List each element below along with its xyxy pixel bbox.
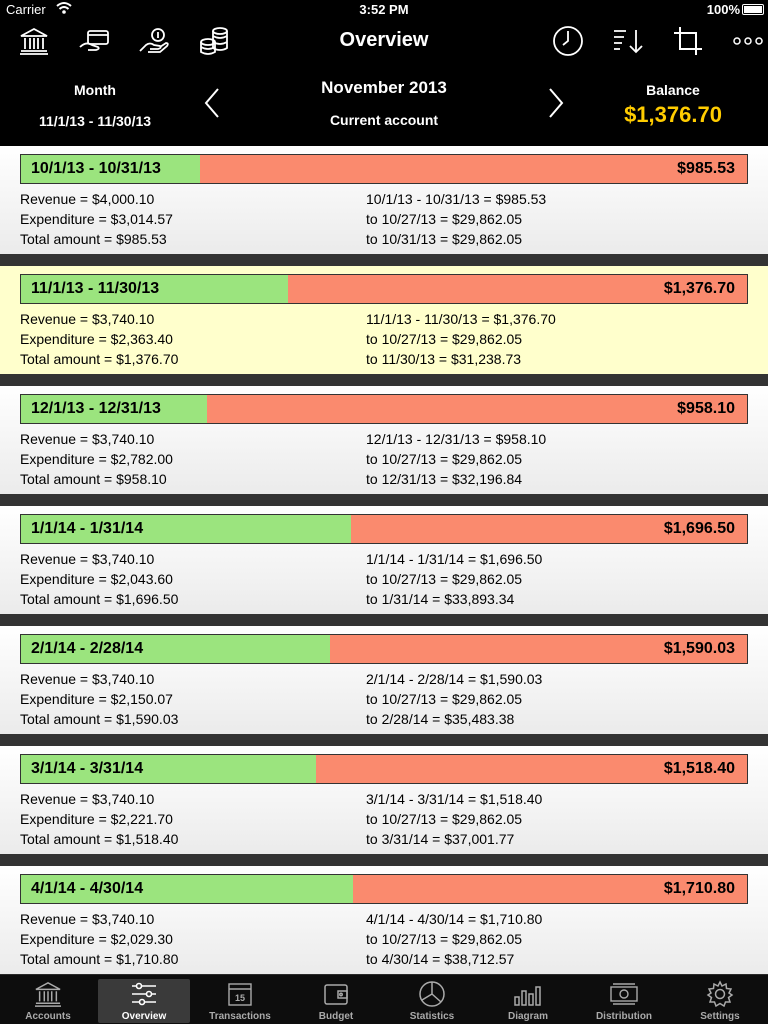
revenue-expenditure-bar bbox=[20, 754, 748, 784]
period-total-amount: $1,696.50 bbox=[663, 520, 735, 537]
expenditure-line: Expenditure = $2,150.07 bbox=[20, 691, 173, 707]
revenue-expenditure-bar bbox=[20, 634, 748, 664]
crop-icon[interactable] bbox=[670, 24, 706, 58]
bank-icon bbox=[2, 979, 94, 1009]
period-range-label: 3/1/14 - 3/31/14 bbox=[31, 760, 144, 777]
period-range: 11/1/13 - 11/30/13 bbox=[38, 113, 152, 129]
tab-label: Distribution bbox=[595, 1011, 653, 1022]
expenditure-line: Expenditure = $2,363.40 bbox=[20, 331, 173, 347]
tab-settings[interactable] bbox=[674, 979, 766, 1023]
balance-value: $1,376.70 bbox=[624, 102, 722, 127]
period-total-amount: $1,590.03 bbox=[663, 640, 735, 657]
tab-statistics[interactable] bbox=[386, 979, 478, 1023]
period-cumulative bbox=[366, 309, 556, 369]
next-period-chevron-icon[interactable] bbox=[542, 86, 570, 120]
clock-time: 3:52 PM bbox=[359, 2, 409, 17]
start-balance-line: to 10/27/13 = $29,862.05 bbox=[366, 691, 523, 707]
period-list[interactable] bbox=[0, 146, 768, 974]
end-balance-line: to 12/31/13 = $32,196.84 bbox=[366, 471, 523, 487]
period-type-label[interactable]: Month bbox=[74, 82, 116, 98]
expenditure-line: Expenditure = $3,014.57 bbox=[20, 211, 173, 227]
end-balance-line: to 11/30/13 = $31,238.73 bbox=[366, 351, 522, 367]
period-cumulative bbox=[366, 669, 542, 729]
total-line: Total amount = $1,696.50 bbox=[20, 591, 179, 607]
card-payment-icon[interactable] bbox=[76, 24, 112, 58]
calendar-icon bbox=[194, 979, 286, 1009]
revenue-line: Revenue = $3,740.10 bbox=[20, 431, 155, 447]
period-balance-line: 11/1/13 - 11/30/13 = $1,376.70 bbox=[366, 311, 556, 327]
period-title: November 2013 bbox=[321, 78, 447, 97]
end-balance-line: to 2/28/14 = $35,483.38 bbox=[366, 711, 515, 727]
period-total-amount: $1,710.80 bbox=[663, 880, 735, 897]
period-summary bbox=[20, 909, 178, 969]
total-line: Total amount = $985.53 bbox=[20, 231, 167, 247]
expenditure-line: Expenditure = $2,782.00 bbox=[20, 451, 173, 467]
expenditure-line: Expenditure = $2,043.60 bbox=[20, 571, 173, 587]
period-row[interactable] bbox=[0, 746, 768, 854]
tab-label: Settings bbox=[700, 1011, 740, 1022]
end-balance-line: to 1/31/14 = $33,893.34 bbox=[366, 591, 515, 607]
carrier-label: Carrier bbox=[6, 2, 46, 17]
revenue-line: Revenue = $3,740.10 bbox=[20, 911, 155, 927]
revenue-line: Revenue = $3,740.10 bbox=[20, 671, 155, 687]
tab-label: Statistics bbox=[409, 1011, 455, 1022]
battery-icon bbox=[742, 4, 764, 15]
svg-text:15: 15 bbox=[234, 993, 246, 1003]
period-range-label: 10/1/13 - 10/31/13 bbox=[31, 160, 161, 177]
gear-icon bbox=[674, 979, 766, 1009]
period-row[interactable] bbox=[0, 506, 768, 614]
period-summary bbox=[20, 309, 178, 369]
bank-icon[interactable] bbox=[16, 24, 52, 58]
start-balance-line: to 10/27/13 = $29,862.05 bbox=[366, 331, 523, 347]
tab-diagram[interactable] bbox=[482, 979, 574, 1023]
revenue-expenditure-bar bbox=[20, 154, 748, 184]
period-balance-line: 3/1/14 - 3/31/14 = $1,518.40 bbox=[366, 791, 543, 807]
end-balance-line: to 10/31/13 = $29,862.05 bbox=[366, 231, 523, 247]
period-summary bbox=[20, 549, 178, 609]
top-toolbar bbox=[0, 20, 768, 64]
wallet-icon bbox=[290, 979, 382, 1009]
period-cumulative bbox=[366, 189, 546, 249]
screen-title: Overview bbox=[339, 29, 429, 51]
start-balance-line: to 10/27/13 = $29,862.05 bbox=[366, 571, 523, 587]
period-cumulative bbox=[366, 429, 546, 489]
period-cumulative bbox=[366, 549, 542, 609]
end-balance-line: to 3/31/14 = $37,001.77 bbox=[366, 831, 515, 847]
total-line: Total amount = $958.10 bbox=[20, 471, 167, 487]
start-balance-line: to 10/27/13 = $29,862.05 bbox=[366, 451, 523, 467]
period-range-label: 11/1/13 - 11/30/13 bbox=[31, 280, 160, 297]
expenditure-line: Expenditure = $2,221.70 bbox=[20, 811, 173, 827]
period-row[interactable] bbox=[0, 626, 768, 734]
period-total-amount: $1,376.70 bbox=[663, 280, 735, 297]
period-total-amount: $958.10 bbox=[677, 400, 735, 417]
revenue-line: Revenue = $3,740.10 bbox=[20, 551, 155, 567]
pie-chart-icon bbox=[386, 979, 478, 1009]
period-balance-line: 1/1/14 - 1/31/14 = $1,696.50 bbox=[366, 551, 543, 567]
tab-distribution[interactable] bbox=[578, 979, 670, 1023]
start-balance-line: to 10/27/13 = $29,862.05 bbox=[366, 931, 523, 947]
tab-label: Overview bbox=[121, 1011, 167, 1022]
revenue-line: Revenue = $4,000.10 bbox=[20, 191, 155, 207]
coin-stack-icon[interactable] bbox=[196, 24, 232, 58]
account-name[interactable]: Current account bbox=[329, 112, 439, 128]
tab-label: Diagram bbox=[507, 1011, 548, 1022]
period-row[interactable] bbox=[0, 266, 768, 374]
sliders-icon bbox=[98, 979, 190, 1009]
revenue-expenditure-bar bbox=[20, 874, 748, 904]
total-line: Total amount = $1,710.80 bbox=[20, 951, 179, 967]
balance-label: Balance bbox=[646, 82, 700, 98]
period-summary bbox=[20, 669, 178, 729]
status-bar bbox=[0, 0, 768, 20]
revenue-expenditure-bar bbox=[20, 274, 748, 304]
end-balance-line: to 4/30/14 = $38,712.57 bbox=[366, 951, 515, 967]
period-balance-line: 2/1/14 - 2/28/14 = $1,590.03 bbox=[366, 671, 543, 687]
revenue-line: Revenue = $3,740.10 bbox=[20, 311, 155, 327]
start-balance-line: to 10/27/13 = $29,862.05 bbox=[366, 811, 523, 827]
period-row[interactable] bbox=[0, 866, 768, 974]
total-line: Total amount = $1,590.03 bbox=[20, 711, 179, 727]
tab-accounts[interactable] bbox=[2, 979, 94, 1023]
period-balance-line: 4/1/14 - 4/30/14 = $1,710.80 bbox=[366, 911, 543, 927]
hand-coin-icon[interactable] bbox=[136, 24, 172, 58]
tab-label: Transactions bbox=[209, 1011, 271, 1022]
period-row[interactable] bbox=[0, 386, 768, 494]
period-header bbox=[0, 64, 768, 146]
expenditure-line: Expenditure = $2,029.30 bbox=[20, 931, 173, 947]
battery-percent: 100% bbox=[706, 2, 740, 17]
total-line: Total amount = $1,518.40 bbox=[20, 831, 179, 847]
period-range-label: 2/1/14 - 2/28/14 bbox=[31, 640, 144, 657]
period-range-label: 4/1/14 - 4/30/14 bbox=[31, 880, 144, 897]
period-range-label: 12/1/13 - 12/31/13 bbox=[31, 400, 161, 417]
total-line: Total amount = $1,376.70 bbox=[20, 351, 179, 367]
tab-overview[interactable] bbox=[98, 979, 190, 1023]
period-cumulative bbox=[366, 909, 542, 969]
clock-icon[interactable] bbox=[550, 24, 586, 58]
period-balance-line: 12/1/13 - 12/31/13 = $958.10 bbox=[366, 431, 547, 447]
tab-budget[interactable] bbox=[290, 979, 382, 1023]
start-balance-line: to 10/27/13 = $29,862.05 bbox=[366, 211, 523, 227]
bar-chart-icon bbox=[482, 979, 574, 1009]
sort-icon[interactable] bbox=[610, 24, 646, 58]
more-icon[interactable] bbox=[730, 24, 766, 58]
tab-label: Budget bbox=[318, 1011, 354, 1022]
period-row[interactable] bbox=[0, 146, 768, 254]
revenue-line: Revenue = $3,740.10 bbox=[20, 791, 155, 807]
period-summary bbox=[20, 189, 173, 249]
tab-transactions[interactable] bbox=[194, 979, 286, 1023]
period-summary bbox=[20, 429, 173, 489]
tab-bar bbox=[0, 974, 768, 1024]
period-summary bbox=[20, 789, 178, 849]
period-total-amount: $985.53 bbox=[677, 160, 735, 177]
period-total-amount: $1,518.40 bbox=[663, 760, 735, 777]
period-balance-line: 10/1/13 - 10/31/13 = $985.53 bbox=[366, 191, 547, 207]
revenue-expenditure-bar bbox=[20, 394, 748, 424]
revenue-expenditure-bar bbox=[20, 514, 748, 544]
banknote-icon bbox=[578, 979, 670, 1009]
period-cumulative bbox=[366, 789, 542, 849]
period-range-label: 1/1/14 - 1/31/14 bbox=[31, 520, 144, 537]
tab-label: Accounts bbox=[25, 1011, 71, 1022]
